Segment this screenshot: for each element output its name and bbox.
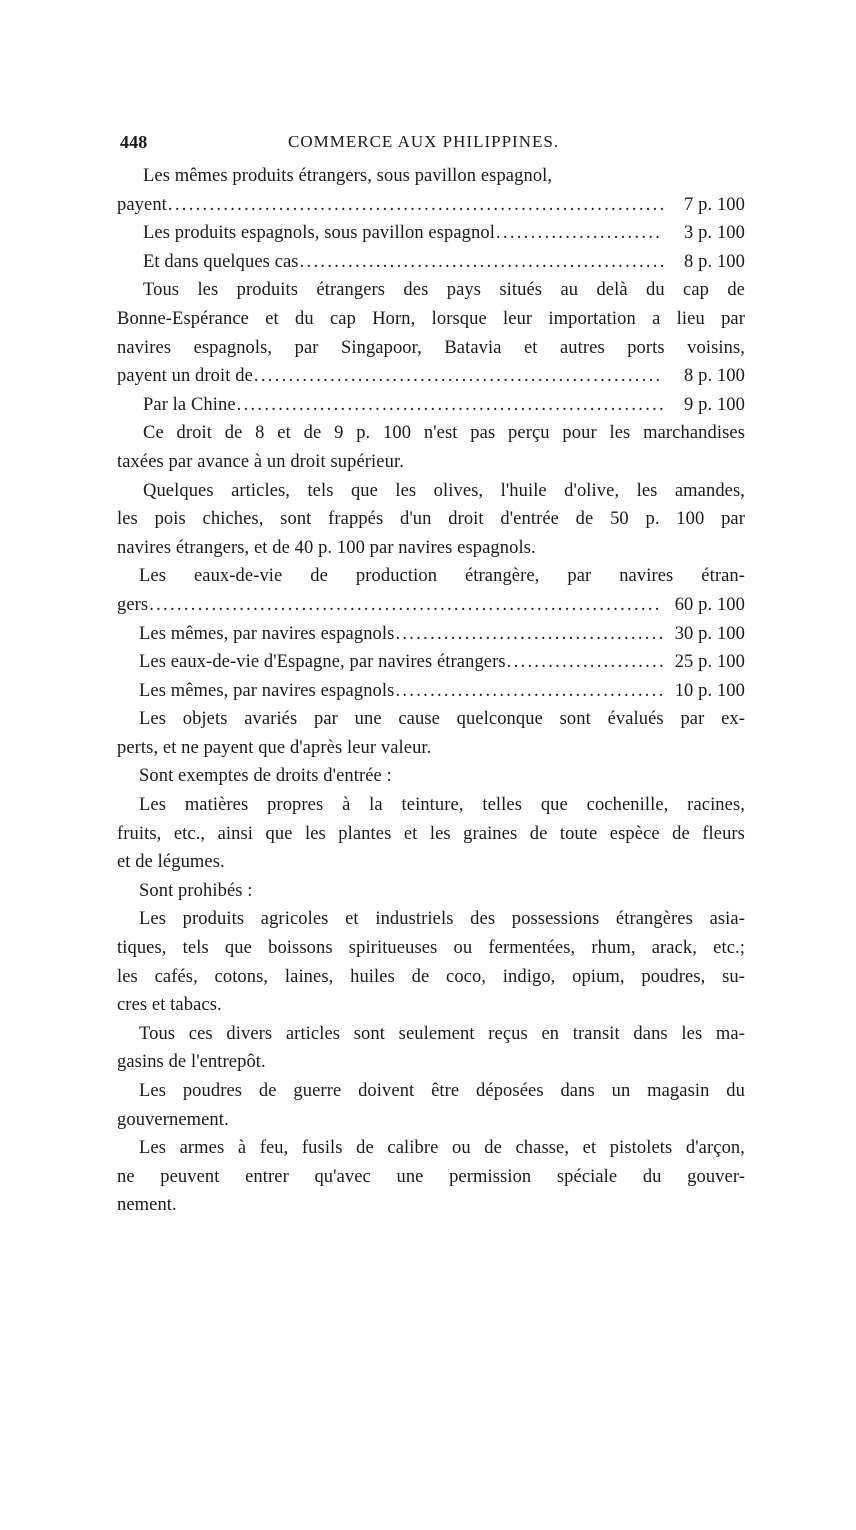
text-line: Les poudres de guerre doivent être déposées dans un magasin du xyxy=(139,1081,745,1101)
tariff-unit: p. 100 xyxy=(698,366,745,387)
tariff-unit: p. 100 xyxy=(698,194,745,215)
text-line: Les produits agricoles et industriels des possessions étrangères asia- xyxy=(139,909,745,930)
running-title: COMMERCE AUX PHILIPPINES. xyxy=(288,132,560,151)
text-line: Ce droit de 8 et de 9 p. 100 n'est pas perçu pour les marchandises xyxy=(143,423,745,444)
tariff-label: Les eaux-de-vie d'Espagne, par navires étrangers xyxy=(139,652,506,673)
tariff-label: payent un droit de xyxy=(117,366,253,387)
tariff-label: Et dans quelques cas xyxy=(143,251,299,272)
tariff-unit: p. 100 xyxy=(698,623,745,644)
text-line: fruits, etc., ainsi que les plantes et les graines de toute espèce de fleurs xyxy=(117,823,745,844)
tariff-rate: 25 xyxy=(674,652,694,673)
tariff-rate: 3 xyxy=(684,223,694,244)
book-page xyxy=(117,128,745,1220)
tariff-line xyxy=(117,219,745,248)
tariff-unit: p. 100 xyxy=(698,680,745,701)
tariff-unit: p. 100 xyxy=(698,223,745,244)
leader-dots xyxy=(149,591,663,620)
text-line: perts, et ne payent que d'après leur valeur. xyxy=(117,737,432,758)
tariff-rate: 10 xyxy=(674,680,694,701)
text-line: Bonne-Espérance et du cap Horn, lorsque leur importation a lieu par xyxy=(117,308,745,329)
text-line: gouvernement. xyxy=(117,1109,229,1130)
tariff-line xyxy=(117,591,745,620)
text-line: les pois chiches, sont frappés d'un droit d'entrée de 50 p. 100 par xyxy=(117,509,745,530)
text-line: navires étrangers, et de 40 p. 100 par navires espagnols. xyxy=(117,537,536,558)
leader-dots xyxy=(496,219,663,248)
text-line: Les objets avariés par une cause quelconque sont évalués par ex- xyxy=(139,709,745,730)
tariff-unit: p. 100 xyxy=(698,652,745,673)
page-header xyxy=(117,128,745,158)
leader-dots xyxy=(395,677,663,706)
tariff-label: gers xyxy=(117,594,149,615)
tariff-rate: 9 xyxy=(684,394,694,415)
text-line: Tous les produits étrangers des pays situés au delà du cap de xyxy=(143,280,745,301)
tariff-rate: 8 xyxy=(684,251,694,272)
tariff-label: payent xyxy=(117,194,167,215)
text-line: Les armes à feu, fusils de calibre ou de chasse, et pistolets d'arçon, xyxy=(139,1138,745,1159)
leader-dots xyxy=(168,191,663,220)
tariff-label: Les mêmes, par navires espagnols xyxy=(139,623,395,644)
text-line: Les matières propres à la teinture, telles que cochenille, racines, xyxy=(139,795,745,816)
page-number: 448 xyxy=(120,132,148,152)
text-line: cres et tabacs. xyxy=(117,995,222,1016)
text-line: Quelques articles, tels que les olives, l'huile d'olive, les amandes, xyxy=(143,480,745,501)
tariff-line xyxy=(117,391,745,420)
text-line: tiques, tels que boissons spiritueuses ou fermentées, rhum, arack, etc.; xyxy=(117,938,745,959)
tariff-rate: 30 xyxy=(674,623,694,644)
text-line: nement. xyxy=(117,1195,177,1216)
text-line: Tous ces divers articles sont seulement reçus en transit dans les ma- xyxy=(139,1023,745,1044)
tariff-line xyxy=(117,191,745,220)
leader-dots xyxy=(507,648,664,677)
text-line: ne peuvent entrer qu'avec une permission spéciale du gouver- xyxy=(117,1166,745,1187)
text-line: navires espagnols, par Singapoor, Batavia et autres ports voisins, xyxy=(117,337,745,358)
text-line: les cafés, cotons, laines, huiles de coco, indigo, opium, poudres, su- xyxy=(117,966,745,987)
tariff-line xyxy=(117,362,745,391)
text-line: Sont exemptes de droits d'entrée : xyxy=(139,766,392,787)
text-line: taxées par avance à un droit supérieur. xyxy=(117,451,404,472)
leader-dots xyxy=(237,391,664,420)
leader-dots xyxy=(300,248,664,277)
tariff-line xyxy=(117,620,745,649)
tariff-label: Par la Chine xyxy=(143,394,236,415)
text-line: Les eaux-de-vie de production étrangère, par navires étran- xyxy=(139,566,745,587)
leader-dots xyxy=(254,362,664,391)
tariff-line xyxy=(117,677,745,706)
tariff-rate: 60 xyxy=(674,594,694,615)
leader-dots xyxy=(395,620,663,649)
tariff-line xyxy=(117,648,745,677)
text-line: Les mêmes produits étrangers, sous pavillon espagnol, xyxy=(143,166,553,186)
text-line: gasins de l'entrepôt. xyxy=(117,1052,266,1073)
tariff-label: Les produits espagnols, sous pavillon espagnol xyxy=(143,223,495,244)
tariff-unit: p. 100 xyxy=(698,251,745,272)
tariff-rate: 7 xyxy=(684,194,694,215)
tariff-label: Les mêmes, par navires espagnols xyxy=(139,680,395,701)
tariff-unit: p. 100 xyxy=(698,594,745,615)
tariff-rate: 8 xyxy=(684,366,694,387)
text-line: et de légumes. xyxy=(117,852,225,873)
tariff-unit: p. 100 xyxy=(698,394,745,415)
tariff-line xyxy=(117,248,745,277)
text-line: Sont prohibés : xyxy=(139,880,253,901)
